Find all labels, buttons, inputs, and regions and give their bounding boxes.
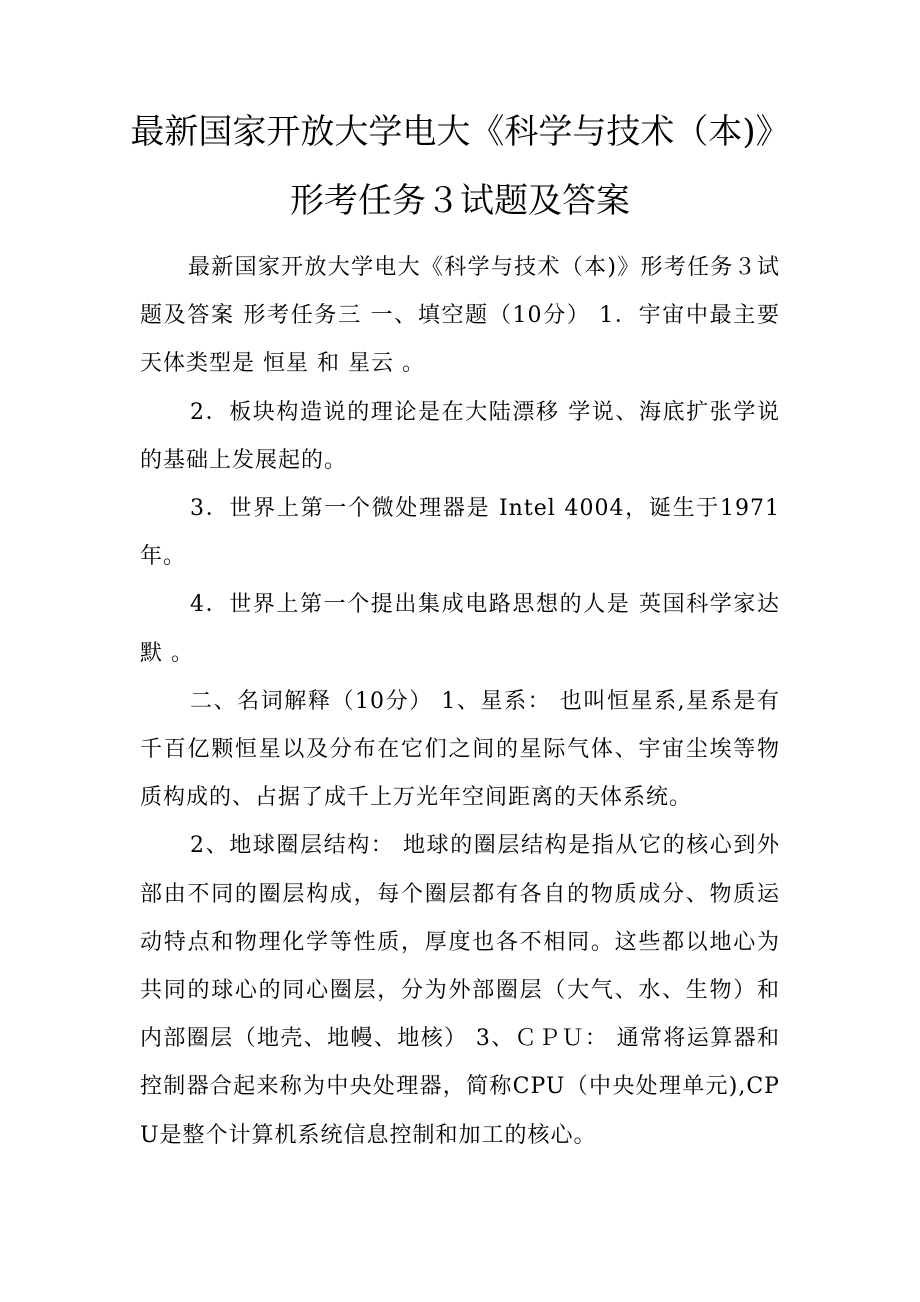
paragraph-intro: 最新国家开放大学电大《科学与技术（本)》形考任务３试题及答案 形考任务三 一、填空题（10分） 1．宇宙中最主要天体类型是 恒星 和 星云 。	[140, 255, 780, 377]
paragraph-question-3: 3．世界上第一个微处理器是 Intel 4004，诞生于1971年。	[140, 496, 780, 570]
paragraph-question-2: 2．板块构造说的理论是在大陆漂移 学说、海底扩张学说的基础上发展起的。	[140, 399, 780, 473]
document-title-line-2: 形考任务３试题及答案	[290, 181, 630, 221]
paragraph-term-galaxy: 二、名词解释（10分） 1、星系： 也叫恒星系,星系是有千百亿颗恒星以及分布在它们之间的星际气体、宇宙尘埃等物质构成的、占据了成千上万光年空间距离的天体系统。	[140, 688, 780, 811]
paragraph-term-earth-layers: 2、地球圈层结构： 地球的圈层结构是指从它的核心到外部由不同的圈层构成，每个圈层都有各自的物质成分、物质运动特点和物理化学等性质，厚度也各不相同。这些都以地心为共同的球心的同心圈层，分为外部圈层（大气、水、生物）和内部圈层（地壳、地幔、地核） 3、ＣＰＵ： 通常将运算器和控制器合起来称为中央处理器，简称CPU（中央处理单元),CPU是整个计算机系统信息控制和加工的核心。	[140, 833, 780, 1148]
document-body	[140, 244, 780, 1160]
paragraph-question-4: 4．世界上第一个提出集成电路思想的人是 英国科学家达默 。	[140, 592, 780, 666]
document-title-line-1: 最新国家开放大学电大《科学与技术（本)》	[130, 112, 790, 152]
